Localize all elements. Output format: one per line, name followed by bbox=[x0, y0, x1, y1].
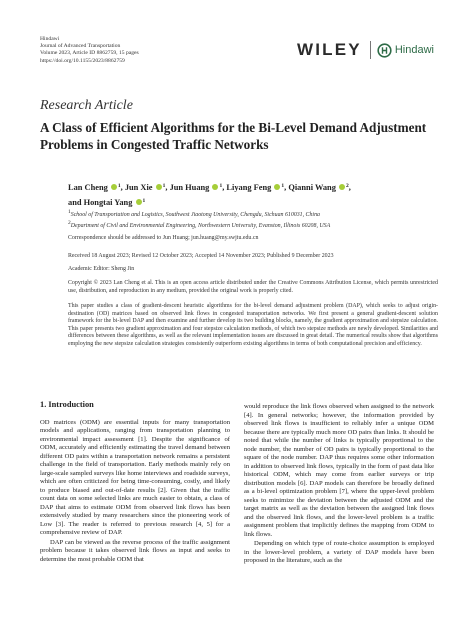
author-list bbox=[68, 180, 398, 209]
hindawi-logo-text: Hindawi bbox=[394, 44, 434, 56]
intro-paragraph: Depending on which type of route-choice assumption is employed in the lower-level problem, a variety of DAP models have been proposed in the literature, such as the bbox=[244, 540, 434, 564]
author[interactable]: Jun Huang $^1$, bbox=[169, 183, 227, 192]
publisher-name: Hindawi bbox=[40, 36, 60, 42]
intro-left-column bbox=[40, 401, 230, 564]
journal-header bbox=[40, 36, 139, 65]
author[interactable]: Qianni Wang $^2$, bbox=[288, 183, 351, 192]
orcid-icon[interactable] bbox=[136, 199, 142, 205]
affiliation-item: 2Department of Civil and Environmental Engineering, Northwestern University, Evanston, Illinois 60208, USA bbox=[68, 219, 331, 229]
orcid-icon[interactable] bbox=[156, 184, 162, 190]
publisher-logos bbox=[297, 40, 434, 60]
intro-paragraph: would reproduce the link flows observed when assigned to the network [4]. In general networks; however, the information provided by observed link flows is insufficient to reliably infer a unique ODM because there are typically much more OD pairs than links. It should be noted that while the number of links is typically proportional to the node number, the number of OD pairs is typically proportional to the square of the node number. DAP thus requires some other information in addition to observed link flows, typically in the form of past data like historical ODM, which may come from earlier surveys or trip distribution models [6]. DAP models can therefore be broadly defined as a bi-level optimization problem [7], where the upper-level problem seeks to minimize the deviation between the adjusted ODM and the target matrix as well as the deviation between the assigned link flows and the observed link flows, and the lower-level problem is a traffic assignment problem that implicitly defines the mapping from ODM to link flows. bbox=[244, 403, 434, 538]
publication-dates: Received 18 August 2023; Revised 12 October 2023; Accepted 14 November 2023; Published 9 December 2023 bbox=[68, 253, 334, 259]
wiley-logo: WILEY bbox=[297, 40, 362, 59]
academic-editor: Academic Editor: Sheng Jin bbox=[68, 266, 135, 272]
author[interactable]: Lan Cheng $^1$, bbox=[68, 183, 125, 192]
intro-paragraph: DAP can be viewed as the reverse process of the traffic assignment problem because it takes observed link flows as input and seeks to determine the most probable ODM that bbox=[40, 538, 230, 563]
affiliation-item: 1School of Transportation and Logistics, Southwest Jiaotong University, Chengdu, Sichuan 610031, China bbox=[68, 209, 320, 218]
affiliations bbox=[68, 209, 330, 230]
orcid-icon[interactable] bbox=[212, 184, 218, 190]
intro-paragraph: OD matrices (ODM) are essential inputs for many transportation models and applications, ranging from transportation planning to environmental impact assessment [1]. Despite the significance of ODM, accurately and efficiently estimating the travel demand between different OD pairs within a transportation network remains a persistent challenge in the field of transportation. Early methods mainly rely on large-scale sampled surveys like home interviews and roadside surveys, which are often criticized for being time-consuming, costly, and likely to produce biased and out-of-date results [2]. Given that the traffic count data on some selected links are much easier to obtain, a class of DAP that aims to estimate ODM from observed link flows has been extensively studied by many researchers since the pioneering work of Low [3]. The reader is referred to previous research [4, 5] for a comprehensive review of DAP. bbox=[40, 418, 230, 536]
author[interactable]: and Hongtai Yang $^1$ bbox=[68, 197, 146, 207]
orcid-icon[interactable] bbox=[111, 184, 117, 190]
logo-divider bbox=[370, 41, 371, 59]
intro-right-column bbox=[244, 403, 434, 566]
hindawi-logo-icon bbox=[377, 43, 392, 58]
section-heading: 1. Introduction bbox=[40, 400, 94, 409]
paper-title: A Class of Efficient Algorithms for the Bi-Level Demand Adjustment Problems in Congested Traffic Networks bbox=[40, 120, 427, 152]
doi-link[interactable]: https://doi.org/10.1155/2023/8862759 bbox=[40, 57, 125, 64]
author[interactable]: Liyang Feng $^1$, bbox=[226, 183, 289, 192]
orcid-icon[interactable] bbox=[274, 184, 280, 190]
orcid-icon[interactable] bbox=[339, 184, 345, 190]
volume-info: Volume 2023, Article ID 8862759, 15 pages bbox=[40, 50, 139, 57]
correspondence: Correspondence should be addressed to Jun Huang; jun.huang@my.swjtu.edu.cn bbox=[68, 235, 259, 241]
abstract: This paper studies a class of gradient-descent heuristic algorithms for the bi-level demand adjustment problem (DAP), which seeks to adjust origin-destination (OD) matrices based on observed link flows in congested transportation networks. We first present a general gradient-descent solution framework for the bi-level DAP and then examine and further develop its two building blocks, namely, the gradient approximation and stepsize calculation. This paper presents two gradient approximation and four stepsize calculation methods, of which two stepsize methods are newly developed. Similarities and differences between these algorithms, as well as the relevant implementation issues are discussed in great detail. The numerical results show that algorithms employing the new stepsize calculation strategies consistently outperform existing algorithms in terms of both computational precision and efficiency. bbox=[68, 303, 438, 347]
journal-name: Journal of Advanced Transportation bbox=[40, 43, 121, 50]
copyright-notice: Copyright © 2023 Lan Cheng et al. This is an open access article distributed under the Creative Commons Attribution License, which permits unrestricted use, distribution, and reproduction in any medium, provided the original work is properly cited. bbox=[68, 280, 438, 294]
article-type: Research Article bbox=[40, 98, 133, 113]
author[interactable]: Jun Xie $^1$, bbox=[124, 183, 170, 192]
